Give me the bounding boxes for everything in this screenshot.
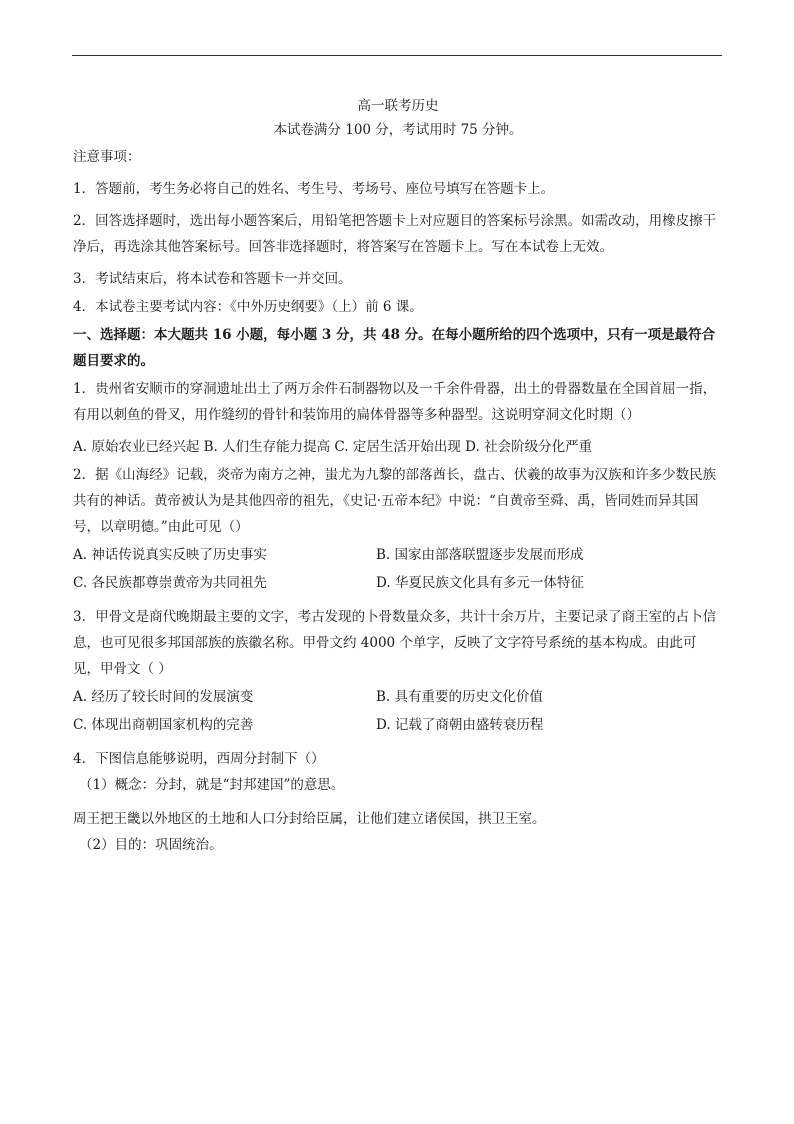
question-stem: 4．下图信息能够说明，西周分封制下（）: [73, 751, 325, 767]
figure-line: 周王把王畿以外地区的土地和人口分封给臣属，让他们建立诸侯国，拱卫王室。: [73, 811, 546, 827]
question-stem: 3．甲骨文是商代晚期最主要的文字，考古发现的卜骨数量众多，共计十余万片，主要记录了商王室的占卜信息，也可见很多邦国部族的族徽名称。甲骨文约 4000 个单字，反映了文字符号系统的基本构成。由此可见，甲骨文（ ）: [73, 609, 717, 677]
figure-line: （2）目的：巩固统治。: [79, 837, 223, 853]
option-c: C. 各民族都尊崇黄帝为共同祖先: [73, 575, 267, 591]
option-c: C. 体现出商朝国家机构的完善: [73, 717, 254, 733]
options-grid: [73, 684, 723, 738]
note-item: 4．本试卷主要考试内容：《中外历史纲要》（上）前 6 课。: [73, 299, 423, 315]
header-rule: [72, 55, 722, 56]
note-item: 2．回答选择题时，选出每小题答案后，用铅笔把答题卡上对应题目的答案标号涂黑。如需改动，用橡皮擦干净后，再选涂其他答案标号。回答非选择题时，将答案写在答题卡上。写在本试卷上无效。: [73, 213, 717, 255]
exam-subtitle: 本试卷满分 100 分，考试用时 75 分钟。: [273, 122, 523, 138]
note-item: 3．考试结束后，将本试卷和答题卡一并交回。: [73, 271, 352, 287]
figure-line: （1）概念：分封，就是“封邦建国”的意思。: [79, 777, 345, 793]
option-b: B. 具有重要的历史文化价值: [376, 689, 544, 705]
option-a: A. 神话传说真实反映了历史事实: [73, 547, 267, 563]
option-d: D. 记载了商朝由盛转衰历程: [376, 717, 544, 733]
option-b: B. 国家由部落联盟逐步发展而形成: [376, 547, 584, 563]
note-item: 1．答题前，考生务必将自己的姓名、考生号、考场号、座位号填写在答题卡上。: [73, 181, 555, 197]
section-heading: 一、选择题：本大题共 16 小题，每小题 3 分，共 48 分。在每小题所给的四个选项中，只有一项是最符合题目要求的。: [73, 327, 716, 369]
question-options: A. 原始农业已经兴起 B. 人们生存能力提高 C. 定居生活开始出现 D. 社会阶级分化严重: [73, 439, 593, 455]
question-stem: 1．贵州省安顺市的穿洞遗址出土了两万余件石制器物以及一千余件骨器，出土的骨器数量在全国首屈一指，有用以刺鱼的骨叉，用作缝纫的骨针和装饰用的扁体骨器等多种器型。这说明穿洞文化时期（）: [73, 381, 717, 423]
exam-page: [73, 92, 723, 858]
option-a: A. 经历了较长时间的发展演变: [73, 689, 254, 705]
notes-heading: 注意事项：: [73, 149, 141, 165]
options-grid: [73, 542, 723, 596]
option-d: D. 华夏民族文化具有多元一体特征: [376, 575, 584, 591]
question-stem: 2．据《山海经》记载，炎帝为南方之神，蚩尤为九黎的部落酋长，盘古、伏羲的故事为汉族和许多少数民族共有的神话。黄帝被认为是其他四帝的祖先，《史记·五帝本纪》中说：“自黄帝至舜、禹，皆同姓而异其国号，以章明德。”由此可见（）: [73, 467, 717, 535]
exam-title: 高一联考历史: [357, 98, 439, 114]
